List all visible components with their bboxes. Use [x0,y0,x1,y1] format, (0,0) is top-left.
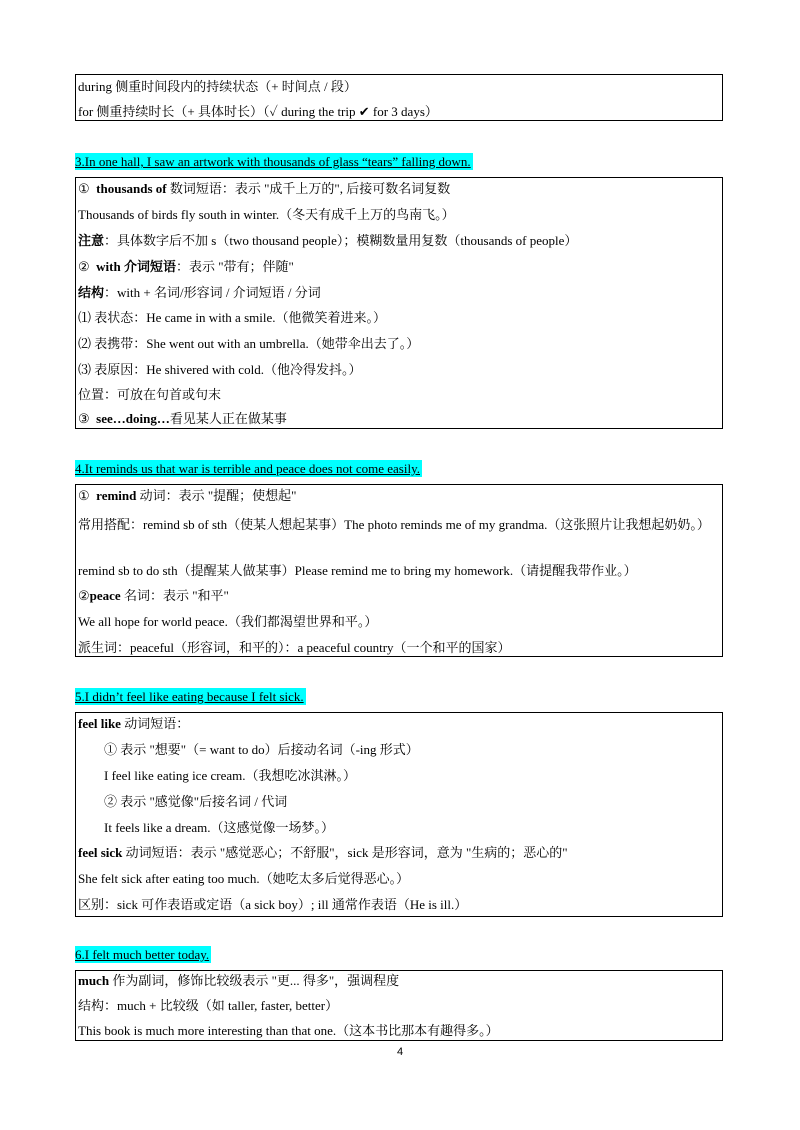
much-line [78,972,720,990]
remind-to-do-line: remind sb to do sth（提醒某人做某事）Please remind me to bring my homework.（请提醒我带作业。） [78,563,637,578]
sick-example-line: She felt sick after eating too much.（她吃太多后觉得恶心。） [78,871,410,886]
position-line: 位置：可放在句首或句末 [78,387,222,402]
explanation: 动词短语：表示 "感觉恶心；不舒服"，sick 是形容词，意为 "生病的；恶心的" [122,845,568,860]
seem-example-line: It feels like a dream.（这感觉像一场梦。） [104,820,334,835]
during-for-box [75,74,723,121]
section-3-heading: 3.In one hall, I saw an artwork with thousands of glass “tears” falling down. [75,154,471,169]
see-doing-line [78,410,720,428]
explanation: 数词短语：表示 "成千上万的", 后接可数名词复数 [166,181,451,196]
term: feel sick [78,845,123,860]
section-5-box [75,712,723,917]
derivative-line: 派生词：peaceful（形容词，和平的）：a peaceful country（一个和平的国家） [78,640,511,655]
circled-number: ② [78,259,90,274]
during-line: during 侧重时间段内的持续状态（+ 时间点 / 段） [78,79,357,94]
section-5-heading: 5.I didn’t feel like eating because I felt sick. [75,689,304,704]
section-6-heading: 6.I felt much better today. [75,947,210,962]
for-line: for 侧重持续时长（+ 具体时长）（✓ during the trip ✔ for 3 days） [78,104,438,119]
explanation: 动词短语： [120,716,190,731]
structure-label: 结构 [78,285,105,300]
explanation: 看见某人正在做某事 [169,411,287,426]
feel-like-line [78,715,720,733]
term: feel like [78,716,121,731]
circled-number: ① [78,181,90,196]
usage-carry-line: ⑵ 表携带：She went out with an umbrella.（她带伞出去了。） [78,336,420,351]
structure-line [78,284,720,302]
remind-line [78,487,720,505]
thousands-of-line [78,180,720,198]
section-3-box [75,177,723,429]
section-4-heading: 4.It reminds us that war is terrible and peace does not come easily. [75,461,420,476]
collocation-line: 常用搭配：remind sb of sth（使某人想起某事）The photo reminds me of my grandma.（这张照片让我想起奶奶。） [78,517,710,532]
peace-example-line: We all hope for world peace.（我们都渴望世界和平。） [78,614,378,629]
section-6-box [75,970,723,1041]
explanation: 作为副词，修饰比较级表示 "更... 得多"，强调程度 [109,973,400,988]
explanation: 名词：表示 "和平" [120,588,229,603]
circled-number: ② [78,588,90,603]
difference-line: 区别：sick 可作表语或定语（a sick boy）; ill 通常作表语（He is ill.） [78,897,468,912]
term: see…doing… [96,411,170,426]
explanation: ：表示 "带有；伴随" [175,259,294,274]
want-example-line: I feel like eating ice cream.（我想吃冰淇淋。） [104,768,356,783]
structure-text: ：with + 名词/形容词 / 介词短语 / 分词 [104,285,321,300]
usage-state-line: ⑴ 表状态：He came in with a smile.（他微笑着进来。） [78,310,386,325]
page-number: 4 [396,1046,404,1058]
usage-reason-line: ⑶ 表原因：He shivered with cold.（他冷得发抖。） [78,362,362,377]
note-label: 注意 [78,233,105,248]
meaning-seem-line: ② 表示 "感觉像"后接名词 / 代词 [104,794,288,809]
circled-number: ③ [78,411,90,426]
term: much [78,973,110,988]
term: with 介词短语 [96,259,176,274]
note-text: ：具体数字后不加 s（two thousand people）；模糊数量用复数（thousands of people） [104,233,578,248]
example-line: Thousands of birds fly south in winter.（冬天有成千上万的鸟南飞。） [78,207,455,222]
section-4-box [75,484,723,657]
note-line [78,232,720,250]
with-phrase-line [78,258,720,276]
meaning-want-line: ① 表示 "想要"（= want to do）后接动名词（-ing 形式） [104,742,419,757]
much-structure-line: 结构：much + 比较级（如 taller, faster, better） [78,998,339,1013]
explanation: 动词：表示 "提醒；使想起" [136,488,297,503]
circled-number: ① [78,488,90,503]
peace-line [78,587,720,605]
much-example-line: This book is much more interesting than that one.（这本书比那本有趣得多。） [78,1023,499,1038]
term: remind [96,488,137,503]
term: thousands of [96,181,167,196]
feel-sick-line [78,844,720,862]
term: peace [89,588,121,603]
